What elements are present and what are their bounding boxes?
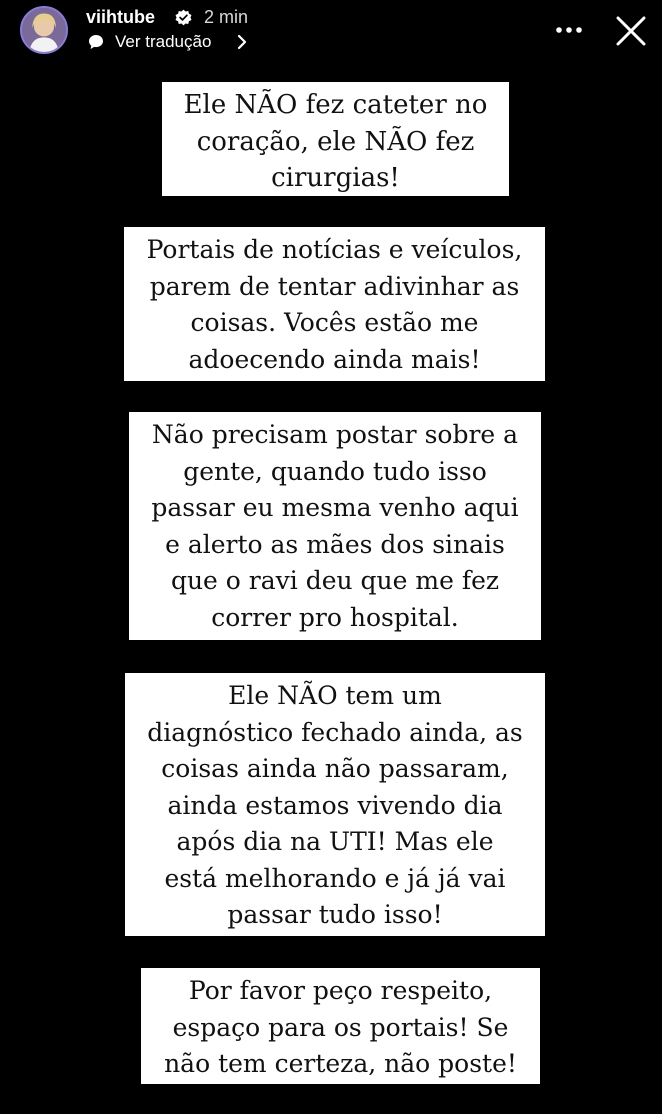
story-text-line: coisas. Vocês estão me [190, 308, 479, 337]
story-text-line: gente, quando tudo isso [183, 456, 487, 486]
story-text-line: Portais de notícias e veículos, [146, 235, 523, 264]
story-text-line: cirurgias! [271, 163, 400, 193]
chevron-right-icon[interactable] [236, 34, 248, 50]
story-text-line: adoecendo ainda mais! [188, 344, 481, 374]
story-text-line: ainda estamos vivendo dia [167, 790, 503, 820]
story-text-line: que o ravi deu que me fez [170, 566, 500, 595]
story-text-line: parem de tentar adivinhar as [149, 271, 520, 301]
story-text-line: correr pro hospital. [211, 602, 459, 632]
verified-badge-icon [175, 9, 192, 26]
story-text-line: não tem certeza, não poste! [164, 1049, 517, 1078]
story-text-line: coisas ainda não passaram, [161, 754, 509, 783]
story-text-line: passar eu mesma venho aqui [151, 493, 519, 522]
story-text-line: Ele NÃO tem um [228, 681, 442, 710]
story-text-box [125, 673, 545, 936]
post-time: 2 min [204, 7, 249, 27]
more-options-icon[interactable] [553, 18, 585, 42]
story-text-box [124, 227, 545, 381]
story-text-line: coração, ele NÃO fez [196, 126, 475, 157]
avatar[interactable] [20, 6, 68, 54]
story-text-line: Não precisam postar sobre a [151, 420, 519, 449]
username[interactable]: viihtube [86, 7, 156, 27]
story-text-box [129, 412, 541, 640]
close-icon[interactable] [614, 14, 648, 48]
story-text-line: passar tudo isso! [227, 900, 443, 929]
story-text-line: está melhorando e já já vai [164, 863, 506, 893]
story-header [0, 0, 662, 64]
avatar-image [22, 8, 66, 52]
story-text-box [162, 82, 509, 196]
translate-icon [88, 34, 104, 50]
see-translation-link[interactable]: Ver tradução [115, 32, 212, 51]
story-text-line: espaço para os portais! Se [172, 1012, 509, 1042]
story-text-box [141, 968, 540, 1084]
story-text-line: e alerto as mães dos sinais [165, 529, 505, 559]
story-text-line: Ele NÃO fez cateter no [183, 90, 488, 120]
story-text-line: diagnóstico fechado ainda, as [147, 717, 523, 747]
story-text-line: após dia na UTI! Mas ele [176, 827, 494, 856]
story-text-line: Por favor peço respeito, [188, 976, 493, 1005]
